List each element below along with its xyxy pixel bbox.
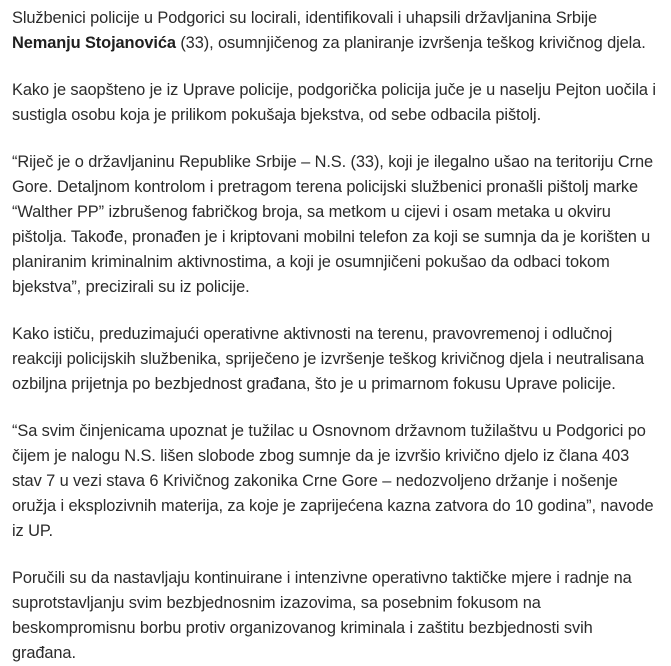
paragraph-police-statement: Kako je saopšteno je iz Uprave policije, podgorička policija juče je u naselju Pejton uočila i sustigla osobu koja je prilikom pokušaja bjekstva, od sebe odbacila pištolj. bbox=[12, 81, 656, 124]
paragraph-prevention: Kako ističu, preduzimajući operativne aktivnosti na terenu, pravovremenoj i odlučnoj reakciji policijskih službenika, spriječeno je izvršenje teškog krivičnog djela i neutralisana ozbiljna prijetnja po bezbjednost građana, što je u primarnom fokusu Uprave policije. bbox=[12, 325, 644, 393]
paragraph-arrest-rest: (33), osumnjičenog za planiranje izvršenja teškog krivičnog djela. bbox=[175, 34, 646, 52]
paragraph-arrest bbox=[12, 6, 659, 56]
paragraph-conclusion: Poručili su da nastavljaju kontinuirane i intenzivne operativno taktičke mjere i radnje na suprotstavljanju svim bezbjednosnim izazovima, sa posebnim fokusom na beskompromisnu borbu protiv organizovanog kriminala i zaštitu bezbjednosti svih građana. bbox=[12, 569, 632, 662]
paragraph-prosecutor: “Sa svim činjenicama upoznat je tužilac u Osnovnom državnom tužilaštvu u Podgorici po čijem je nalogu N.S. lišen slobode zbog sumnje da je izvršio krivično djelo iz člana 403 stav 7 u vezi stava 6 Krivičnog zakonika Crne Gore – nedozvoljeno držanje i nošenje oružja i eksplozivnih materija, za koje je zaprijećena kazna zatvora do 10 godina”, navode iz UP. bbox=[12, 422, 654, 540]
paragraph-quote-details: “Riječ je o državljaninu Republike Srbije – N.S. (33), koji je ilegalno ušao na teritoriju Crne Gore. Detaljnom kontrolom i pretragom terena policijski službenici pronašli pištolj marke “Walther PP” izbrušenog fabričkog broja, sa metkom u cijevi i osam metaka u okviru pištolja. Takođe, pronađen je i kriptovani mobilni telefon za koji se sumnja da je korišten u planiranim kriminalnim aktivnostima, a koji je osumnjičeni pokušao da odbaci tokom bjekstva”, precizirali su iz policije. bbox=[12, 153, 653, 296]
paragraph-arrest-intro: Službenici policije u Podgorici su locirali, identifikovali i uhapsili državljanina Srbije bbox=[12, 9, 598, 27]
suspect-name: Nemanju Stojanovića bbox=[12, 34, 176, 52]
